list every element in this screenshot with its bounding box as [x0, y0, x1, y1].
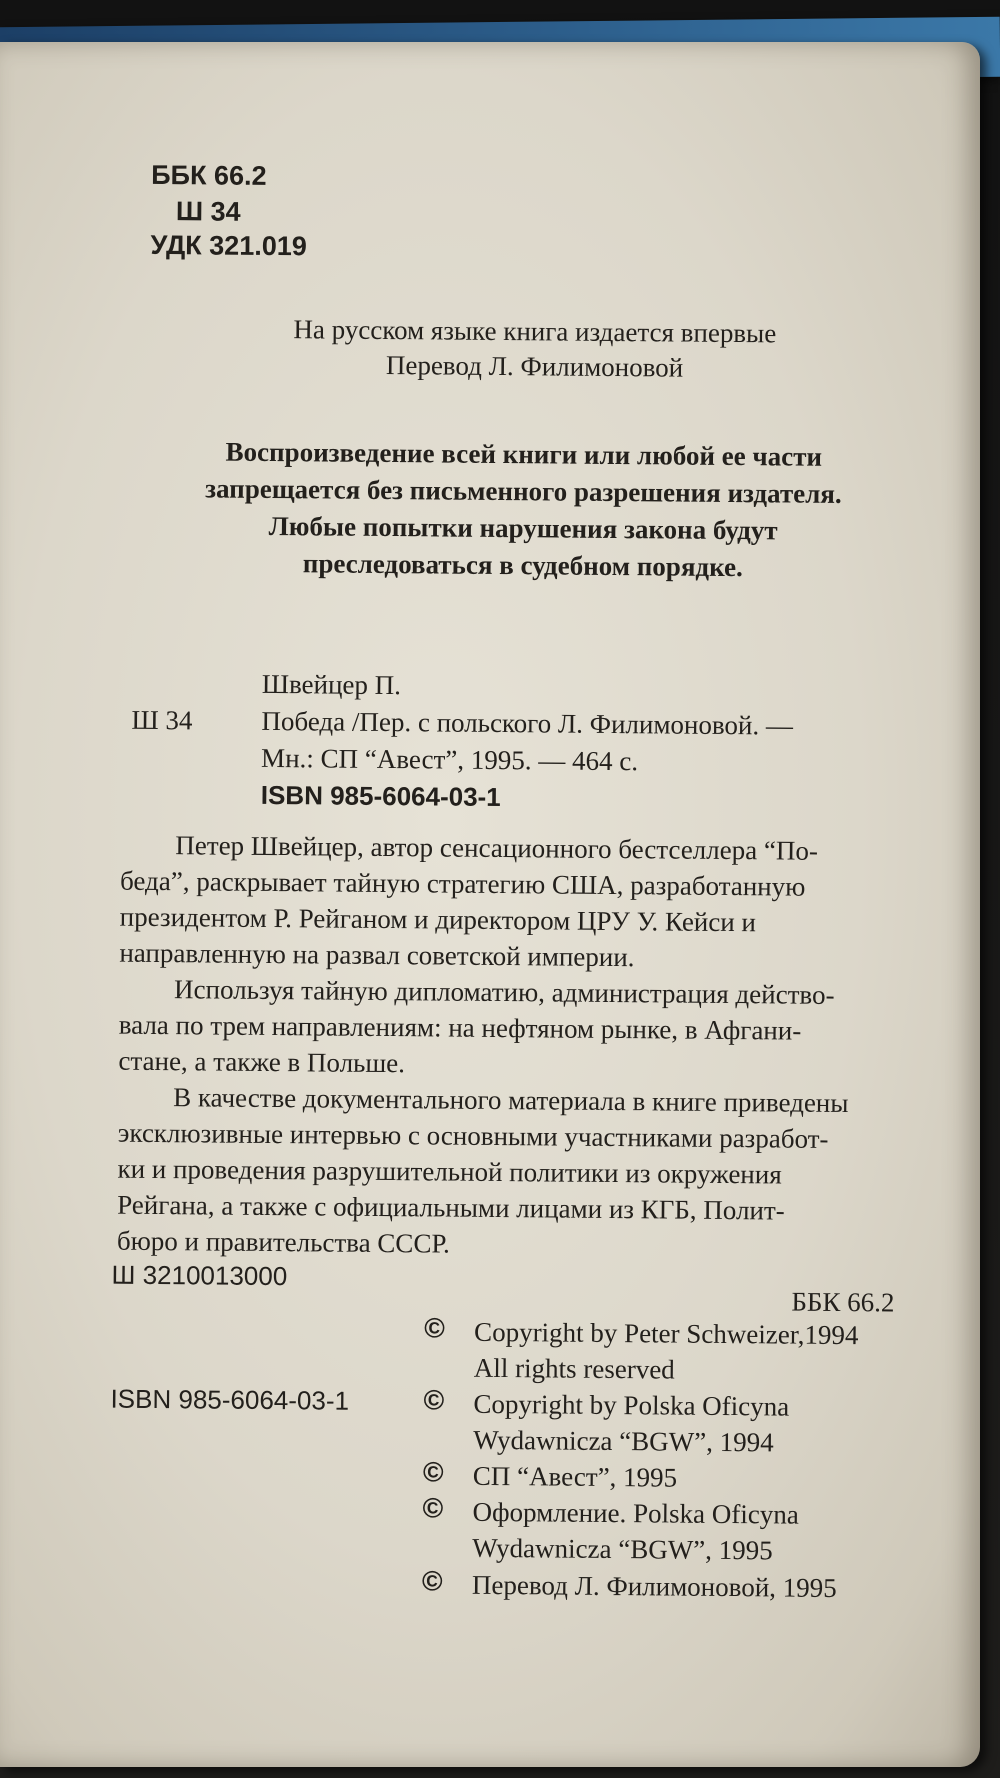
annotation-line: Используя тайную дипломатию, администрация действо- [173, 974, 835, 1010]
annotation-line: Рейгана, а также с официальными лицами из КГБ, Полит- [117, 1189, 785, 1226]
catalog-author: Швейцер П. [261, 668, 402, 701]
annotation-line: президентом Р. Рейганом и директором ЦРУ У. Кейси и [119, 901, 757, 938]
footer-bbk: ББК 66.2 [791, 1286, 895, 1318]
catalog-imprint: Мн.: СП “Авест”, 1995. — 464 с. [261, 742, 639, 777]
copyright-line: Copyright by Peter Schweizer,1994 [474, 1316, 859, 1351]
copyright-line: Wydawnicza “BGW”, 1995 [472, 1532, 773, 1566]
annotation-line: эксклюзивные интервью с основными участниками разработ- [117, 1117, 829, 1154]
translation-note: Перевод Л. Филимоновой [385, 349, 684, 383]
annotation-line: вала по трем направлениям: на нефтяном рынке, в Афгани- [118, 1009, 802, 1046]
first-edition-note: На русском языке книга издается впервые [293, 314, 777, 349]
rights-warning-line: запрещается без письменного разрешения издателя. [205, 473, 842, 509]
author-mark: Ш 34 [175, 196, 241, 227]
annotation-line: В качестве документального материала в книге приведены [173, 1082, 849, 1119]
annotation-line: Петер Швейцер, автор сенсационного бестселлера “По- [175, 830, 819, 866]
copyright-line: Wydawnicza “BGW”, 1994 [473, 1424, 774, 1458]
bbk-code: ББК 66.2 [151, 159, 267, 191]
rights-warning-line: Любые попытки нарушения закона будут [268, 510, 778, 546]
annotation-line: бюро и правительства СССР. [116, 1225, 450, 1259]
annotation-line: беда”, раскрывает тайную стратегию США, разработанную [119, 865, 806, 902]
catalog-mark: Ш 34 [131, 704, 193, 736]
footer-isbn: ISBN 985-6064-03-1 [110, 1383, 350, 1416]
copyright-icon: © [422, 1456, 444, 1488]
rights-warning-line: Воспроизведение всей книги или любой ее части [225, 436, 823, 472]
copyright-icon: © [422, 1492, 444, 1524]
footer-code: Ш 3210013000 [111, 1259, 288, 1292]
annotation-line: стане, а также в Польше. [118, 1045, 406, 1079]
catalog-isbn: ISBN 985-6064-03-1 [260, 779, 501, 813]
copyright-line: СП “Авест”, 1995 [472, 1460, 678, 1493]
udk-code: УДК 321.019 [150, 229, 307, 262]
copyright-line: Copyright by Polska Oficyna [473, 1388, 790, 1422]
annotation-line: направленную на развал советской империи. [119, 937, 635, 973]
copyright-line: All rights reserved [473, 1352, 675, 1385]
copyright-line: Оформление. Polska Oficyna [472, 1496, 799, 1530]
catalog-title: Победа /Пер. с польского Л. Филимоновой. — [261, 705, 794, 741]
annotation-line: ки и проведения разрушительной политики из окружения [117, 1153, 782, 1190]
copyright-icon: © [423, 1384, 445, 1416]
copyright-icon: © [424, 1312, 445, 1344]
rights-warning-line: преследоваться в судебном порядке. [302, 548, 743, 583]
copyright-line: Перевод Л. Филимоновой, 1995 [471, 1569, 837, 1603]
copyright-icon: © [421, 1565, 443, 1597]
